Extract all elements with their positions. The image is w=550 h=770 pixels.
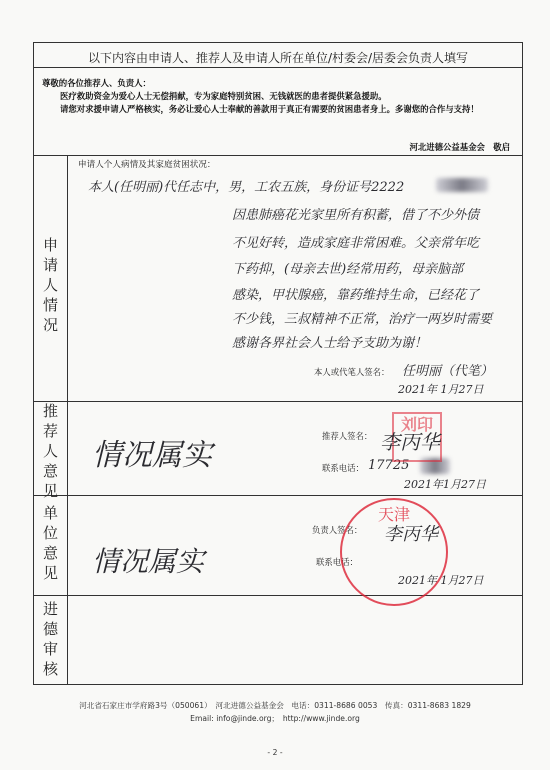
handwritten-line: 因患肺癌花光家里所有积蓄，借了不少外债	[232, 208, 480, 223]
applicant-signer-label: 本人或代笔人签名：	[314, 367, 390, 377]
applicant-prompt: 申请人个人病情及其家庭贫困状况：	[78, 160, 216, 170]
label-char: 核	[42, 660, 58, 678]
handwritten-line: 感谢各界社会人士给予支助为谢！	[232, 336, 428, 351]
label-char: 推	[42, 402, 58, 420]
recommender-signer-label: 推荐人签名：	[322, 431, 373, 441]
label-char: 进	[42, 600, 58, 618]
seal-text: 刘印	[400, 415, 433, 434]
divider	[34, 67, 522, 68]
handwritten-line: 感染，甲状腺癌，靠药维持生命，已经花了	[232, 288, 480, 303]
divider	[34, 155, 522, 156]
notice-line-2: 请您对求援申请人严格核实，务必让爱心人士奉献的善款用于真正有需要的贫困患者身上。多谢您的合作与支持！	[60, 104, 479, 114]
label-char: 意	[42, 544, 58, 562]
handwritten-line: 下药抑，(母亲去世)经常用药，母亲脑部	[232, 262, 464, 277]
handwritten-line: 不少钱，三叔精神不正常，治疗一两岁时需要	[232, 312, 493, 327]
divider	[34, 495, 522, 496]
label-char: 荐	[42, 422, 58, 440]
unit-signature: 李丙华	[384, 524, 438, 545]
recommender-phone-label: 联系电话：	[322, 463, 364, 473]
label-char: 申	[42, 236, 58, 254]
seal-text: 天津	[377, 505, 410, 524]
section-label-unit	[34, 503, 67, 583]
section-label-review	[34, 599, 67, 679]
unit-seal	[340, 498, 448, 606]
recommender-date: 2021年1月27日	[404, 478, 486, 491]
notice-greeting: 尊敬的各位推荐人、负责人：	[42, 78, 151, 88]
label-char: 德	[42, 620, 58, 638]
label-char: 请	[42, 256, 58, 274]
recommender-opinion: 情况属实	[92, 438, 212, 473]
label-char: 情	[42, 296, 58, 314]
unit-signer-label: 负责人签名：	[312, 525, 363, 535]
column-divider	[67, 155, 68, 685]
label-char: 见	[42, 564, 58, 582]
redacted-id	[436, 178, 488, 192]
footer-contact: Email: info@jinde.org； http://www.jinde.org	[190, 714, 360, 723]
applicant-signer-value: 任明丽（代笔）	[402, 364, 494, 379]
label-char: 见	[42, 482, 58, 500]
label-char: 审	[42, 640, 58, 658]
form-header: 以下内容由申请人、推荐人及申请人所在单位/村委会/居委会负责人填写	[87, 51, 469, 65]
divider	[34, 401, 522, 402]
handwritten-line: 不见好转，造成家庭非常困难。父亲常年吃	[232, 236, 480, 251]
handwritten-line: 本人(任明丽)代任志中，男，工农五族，身份证号2222	[88, 180, 405, 195]
section-label-applicant	[34, 235, 67, 335]
notice-signature: 河北进德公益基金会 敬启	[409, 142, 510, 152]
label-char: 位	[42, 524, 58, 542]
label-char: 人	[42, 276, 58, 294]
unit-phone-label: 联系电话：	[316, 557, 358, 567]
notice-line-1: 医疗救助资金为爱心人士无偿捐献，专为家庭特别贫困、无钱就医的患者提供紧急援助。	[60, 91, 387, 101]
label-char: 单	[42, 504, 58, 522]
notice-block	[42, 77, 514, 116]
recommender-phone-value: 17725	[368, 458, 410, 473]
page-number: - 2 -	[267, 748, 283, 757]
unit-opinion: 情况属实	[92, 545, 205, 578]
section-label-recommender	[34, 401, 67, 501]
divider	[34, 595, 522, 596]
footer-address: 河北省石家庄市学府路3号（050061） 河北进德公益基金会 电话：0311-8686 0053 传真：0311-8683 1829	[79, 701, 471, 710]
label-char: 况	[42, 316, 58, 334]
label-char: 人	[42, 442, 58, 460]
label-char: 意	[42, 462, 58, 480]
unit-date: 2021年 1月27日	[398, 574, 484, 587]
recommender-signature: 李丙华	[380, 430, 440, 454]
applicant-date: 2021年 1月27日	[398, 383, 484, 396]
